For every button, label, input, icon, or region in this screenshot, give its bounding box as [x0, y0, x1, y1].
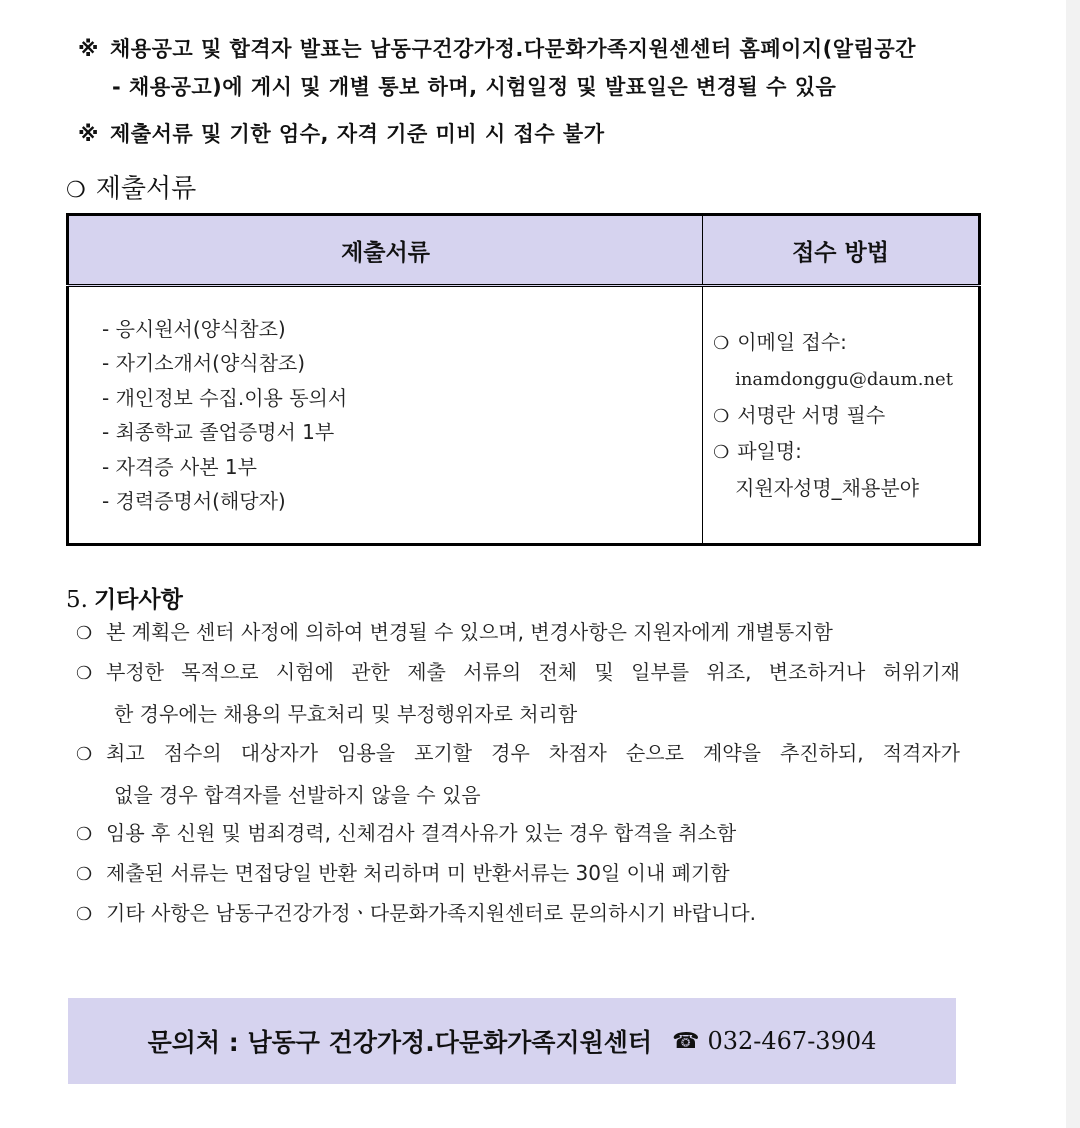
misc-item [76, 853, 960, 895]
method-signature [713, 398, 977, 435]
phone-icon: ☎ [672, 1028, 700, 1054]
circle-bullet-icon: ❍ [713, 405, 730, 427]
method-cell [703, 286, 980, 545]
misc-item [76, 652, 960, 734]
notice-announcement-continued: - 채용공고)에 게시 및 개별 통보 하며, 시험일정 및 발표일은 변경될 수 있음 [112, 75, 837, 99]
notice-announcement-text: 채용공고 및 합격자 발표는 남동구건강가정.다문화가족지원센센터 홈페이지(알림공간 [110, 37, 916, 61]
misc-item-text: 제출된 서류는 면접당일 반환 처리하며 미 반환서류는 30일 이내 폐기함 [106, 861, 730, 885]
misc-item [76, 733, 960, 815]
contact-phone[interactable]: 032-467-3904 [707, 1027, 877, 1055]
list-item: - 개인정보 수집.이용 동의서 [102, 385, 348, 410]
circle-bullet-icon: ❍ [76, 824, 93, 845]
column-header-documents: 제출서류 [68, 215, 703, 286]
submission-heading-text: 제출서류 [95, 174, 197, 204]
list-item: - 경력증명서(해당자) [102, 489, 286, 513]
misc-item-text: 부정한 목적으로 시험에 관한 제출 서류의 전체 및 일부를 위조, 변조하거나 허위기재 [106, 660, 960, 684]
notice-deadline-text: 제출서류 및 기한 엄수, 자격 기준 미비 시 접수 불가 [110, 122, 605, 146]
circle-bullet-icon: ❍ [713, 442, 730, 464]
section-number: 5. [66, 587, 88, 613]
filename-label: 파일명: [737, 439, 802, 464]
circle-bullet-icon: ❍ [76, 864, 93, 885]
circle-bullet-icon: ❍ [713, 332, 730, 354]
circle-bullet-icon: ❍ [76, 663, 93, 684]
list-item: - 자기소개서(양식참조) [102, 351, 306, 375]
email-label: 이메일 접수: [737, 329, 847, 354]
method-email [713, 325, 977, 362]
list-item: - 응시원서(양식참조) [102, 316, 286, 341]
misc-item-text: 임용 후 신원 및 범죄경력, 신체검사 결격사유가 있는 경우 합격을 취소함 [106, 821, 737, 845]
contact-box [68, 998, 956, 1084]
reference-mark: ※ [78, 37, 99, 61]
submission-table [66, 213, 981, 546]
misc-item-text-continued: 한 경우에는 채용의 무효처리 및 부정행위자로 처리함 [114, 702, 578, 726]
circle-bullet-icon: ❍ [76, 744, 93, 765]
email-link[interactable]: inamdonggu@daum.net [735, 369, 953, 391]
method-filename [713, 434, 977, 471]
circle-bullet-icon: ❍ [76, 904, 93, 925]
misc-title-text: 기타사항 [93, 587, 183, 613]
misc-item-text: 기타 사항은 남동구건강가정ㆍ다문화가족지원센터로 문의하시기 바랍니다. [106, 901, 757, 925]
reference-mark: ※ [78, 122, 99, 146]
circle-bullet-icon: ❍ [76, 623, 93, 644]
misc-section-title [66, 581, 183, 614]
misc-item-text-continued: 없을 경우 합격자를 선발하지 않을 수 있음 [114, 783, 481, 807]
misc-item [76, 893, 960, 935]
document-list [70, 312, 701, 519]
email-address[interactable] [713, 361, 977, 398]
notice-announcement [78, 33, 916, 63]
contact-label: 문의처 : 남동구 건강가정.다문화가족지원센터 [147, 1028, 653, 1057]
scrollbar-track[interactable] [1066, 0, 1080, 1128]
list-item: - 최종학교 졸업증명서 1부 [102, 420, 335, 444]
circle-bullet-icon: ❍ [66, 178, 86, 203]
misc-item-text: 최고 점수의 대상자가 임용을 포기할 경우 차점자 순으로 계약을 추진하되, 적격자가 [106, 741, 960, 765]
misc-item-text: 본 계획은 센터 사정에 의하여 변경될 수 있으며, 변경사항은 지원자에게 개별통지함 [106, 620, 833, 644]
submission-heading [66, 168, 196, 205]
documents-cell [68, 286, 703, 545]
column-header-method: 접수 방법 [703, 215, 980, 286]
signature-text: 서명란 서명 필수 [737, 402, 886, 427]
list-item: - 자격증 사본 1부 [102, 454, 257, 479]
misc-item [76, 813, 960, 855]
notice-deadline [78, 118, 605, 148]
misc-item [76, 612, 960, 654]
filename-format: 지원자성명_채용분야 [735, 475, 919, 500]
